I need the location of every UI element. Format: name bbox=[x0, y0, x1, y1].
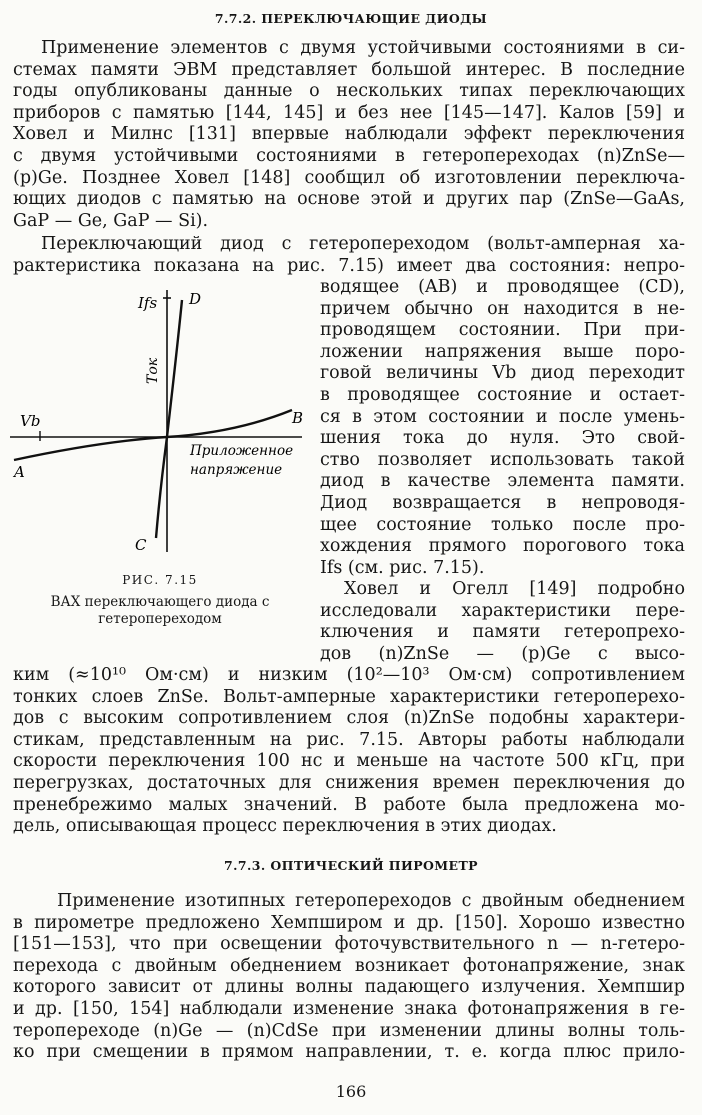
point-label-b: B bbox=[292, 409, 304, 427]
text-line: в пирометре предложено Хемпширом и др. [150]. Хорошо известно bbox=[13, 912, 685, 933]
axis-label-voltage-line2: напряжение bbox=[190, 462, 283, 478]
text-line: ключения и памяти гетеропрехо- bbox=[320, 622, 685, 643]
text-line: [151—153], что при освещении фоточувствительного n — n-гетеро- bbox=[13, 934, 685, 955]
text-line: дель, описывающая процесс переключения в этих диодах. bbox=[13, 816, 557, 837]
label-ifs-main: Ifs bbox=[138, 294, 158, 312]
text-line: ющих диодов с памятью на основе этой и других пар (ZnSe—GaAs, bbox=[13, 189, 685, 210]
figure-iv-characteristic bbox=[10, 280, 310, 555]
text-line: дов с высоким сопротивлением слоя (n)ZnSe подобны характери- bbox=[13, 708, 685, 729]
point-label-c: C bbox=[135, 536, 147, 554]
text-line: перехода с двойным обеднением возникает фотонапряжение, знак bbox=[13, 955, 685, 976]
paragraph-hovel-ogell-full bbox=[13, 665, 685, 838]
text-line: стемах памяти ЭВМ представляет большой интерес. В последние bbox=[13, 59, 685, 80]
iv-characteristic-diagram bbox=[10, 280, 310, 555]
page-number: 166 bbox=[335, 1082, 367, 1101]
text-line: причем обычно он находится в не- bbox=[320, 298, 685, 319]
text-line: приборов с памятью [144, 145] и без нее [145—147]. Калов [59] и bbox=[13, 102, 685, 123]
text-line: Ховел и Милнс [131] впервые наблюдали эффект переключения bbox=[13, 124, 685, 145]
text-line: тонких слоев ZnSe. Вольт-амперные характеристики гетероперехо- bbox=[13, 686, 685, 707]
text-line: рактеристика показана на рис. 7.15) имеет два состояния: непро- bbox=[13, 255, 685, 276]
text-line: в проводящее состояние и остает- bbox=[320, 384, 685, 405]
text-line: Ifs (см. рис. 7.15). bbox=[320, 557, 485, 578]
text-line: исследовали характеристики пере- bbox=[320, 600, 685, 621]
text-line: (p)Ge. Позднее Ховел [148] сообщил об изготовлении переключа- bbox=[13, 167, 685, 188]
figure-caption: ВАХ переключающего диода с гетеропереходом bbox=[50, 594, 270, 627]
label-ifs bbox=[137, 294, 157, 312]
label-vb: Vb bbox=[20, 412, 41, 430]
text-line: говой величины Vb диод переходит bbox=[320, 363, 685, 384]
axis-label-current: Ток bbox=[145, 357, 161, 384]
text-line: Применение элементов с двумя устойчивыми состояниями в си- bbox=[41, 38, 685, 58]
paragraph-switching-diode-wrap bbox=[320, 277, 685, 579]
text-line: скорости переключения 100 нс и меньше на частоте 500 кГц, при bbox=[13, 751, 685, 772]
text-line: пренебрежимо малых значений. В работе была предложена мо- bbox=[13, 794, 685, 815]
text-line: диод в качестве элемента памяти. bbox=[320, 471, 685, 492]
text-line: теропереходе (n)Ge — (n)CdSe при изменении длины волны толь- bbox=[13, 1020, 685, 1041]
text-line: и др. [150, 154] наблюдали изменение знака фотонапряжения в ге- bbox=[13, 998, 685, 1019]
axis-label-voltage-line1: Приложенное bbox=[190, 443, 294, 459]
text-line: Диод возвращается в непроводя- bbox=[320, 492, 685, 513]
text-line: с двумя устойчивыми состояниями в гетеропереходах (n)ZnSe— bbox=[13, 145, 685, 166]
section-heading-switching-diodes: 7.7.2. ПЕРЕКЛЮЧАЮЩИЕ ДИОДЫ bbox=[214, 11, 488, 26]
text-line: которого зависит от длины волны падающего излучения. Хемпшир bbox=[13, 977, 685, 998]
paragraph-memory-elements bbox=[13, 38, 685, 232]
point-label-a: A bbox=[14, 463, 25, 481]
text-line: перегрузках, достаточных для снижения времен переключения до bbox=[13, 772, 685, 793]
figure-number: РИС. 7.15 bbox=[122, 573, 198, 587]
text-line: хождения прямого порогового тока bbox=[320, 536, 685, 557]
text-line: Применение изотипных гетеропереходов с двойным обеднением bbox=[57, 891, 685, 911]
section-heading-optical-pyrometer: 7.7.3. ОПТИЧЕСКИЙ ПИРОМЕТР bbox=[224, 858, 478, 873]
text-line: дов (n)ZnSe — (p)Ge с высо- bbox=[320, 643, 685, 664]
text-line: GaP — Ge, GaP — Si). bbox=[13, 210, 209, 231]
text-line: проводящем состоянии. При при- bbox=[320, 320, 685, 341]
text-line: ство позволяет использовать такой bbox=[320, 449, 685, 470]
text-line: ко при смещении в прямом направлении, т. е. когда плюс прило- bbox=[13, 1042, 685, 1063]
paragraph-switching-diode-intro bbox=[13, 234, 685, 277]
text-line: шения тока до нуля. Это свой- bbox=[320, 428, 685, 449]
text-line: ся в этом состоянии и после умень- bbox=[320, 406, 685, 427]
text-line: щее состояние только после про- bbox=[320, 514, 685, 535]
curve-cd-conducting bbox=[156, 300, 182, 538]
text-line: водящее (AB) и проводящее (CD), bbox=[320, 277, 685, 297]
text-line: Переключающий диод с гетеропереходом (вольт-амперная ха- bbox=[41, 234, 685, 254]
text-line: ким (≈10¹⁰ Ом·см) и низким (10²—10³ Ом·см) сопротивлением bbox=[13, 665, 685, 685]
paragraph-hovel-ogell-wrap bbox=[320, 579, 685, 665]
text-line: ложении напряжения выше поро- bbox=[320, 341, 685, 362]
point-label-d: D bbox=[189, 290, 202, 308]
text-line: годы опубликованы данные о нескольких типах переключающих bbox=[13, 81, 685, 102]
paragraph-pyrometer bbox=[13, 891, 685, 1064]
text-line: стикам, представленным на рис. 7.15. Авторы работы наблюдали bbox=[13, 729, 685, 750]
text-line: Ховел и Огелл [149] подробно bbox=[344, 579, 685, 599]
